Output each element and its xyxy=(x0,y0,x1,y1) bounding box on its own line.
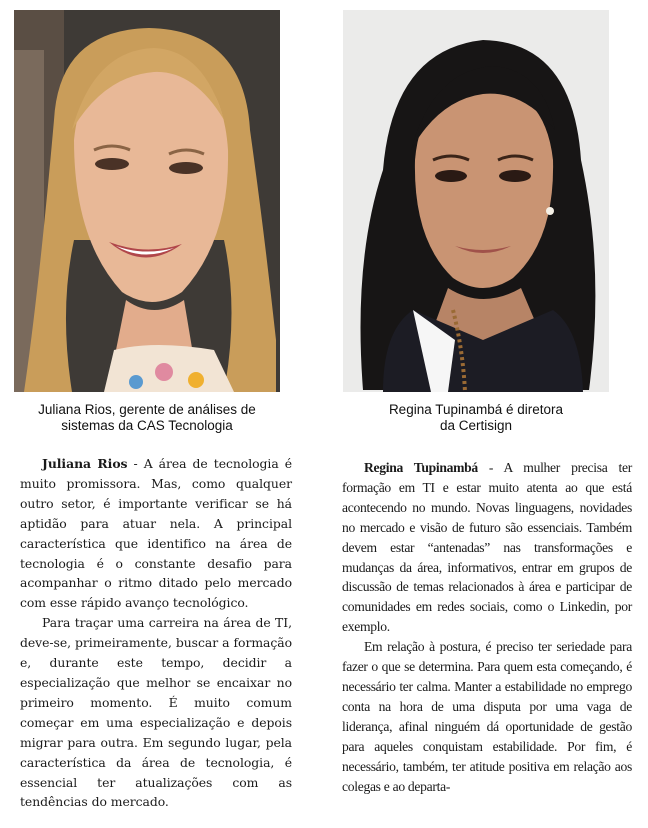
portrait-image xyxy=(14,10,280,392)
paragraph-text: - A área de tecnologia é muito promissora. Mas, como qualquer outro setor, é importante verificar se há aptidão para atuar nela. A principal característica que identifico na área de tecnologia é o constante desafio para acompanhar o ritmo ditado pelo mercado com esse rápido avanço tecnológico. xyxy=(20,456,293,611)
caption-line-2: sistemas da CAS Tecnologia xyxy=(61,418,233,433)
paragraph-text: - A mulher precisa ter formação em TI e estar muito atenta ao que está acontecendo no mundo. Novas linguagens, novidades no mercado e visão de futuro são essenciais. Também devem estar “antenadas” nas transformações e mudanças da área, informativos, entrar em grupos de discussão de temas relacionados à área e participar de comunidades em redes sociais, como o Linkedin, por exemplo. xyxy=(342,460,632,635)
photo-juliana-rios xyxy=(14,10,280,392)
article-column-right xyxy=(342,458,632,796)
paragraph-1 xyxy=(342,458,632,637)
caption-line-2: da Certisign xyxy=(439,418,513,433)
caption-line-1: Regina Tupinambá é diretora xyxy=(388,402,564,417)
paragraph-2: Em relação à postura, é preciso ter seriedade para fazer o que se determina. Para quem esta começando, é necessário ter calma. Manter a estabilidade no emprego conta na hora de uma disputa por uma vaga de liderança, afinal ninguém dá oportunidade de gestão para aqueles conquistam estabilidade. Por fim, é necessário, também, ter atitude positiva em relação aos colegas e ao departa- xyxy=(342,639,632,794)
caption-juliana-rios xyxy=(14,402,280,434)
caption-line-1: Juliana Rios, gerente de análises de xyxy=(38,402,256,417)
photo-regina-tupinamba xyxy=(343,10,609,392)
article-column-left xyxy=(20,454,292,812)
paragraph-1 xyxy=(20,454,292,613)
caption-regina-tupinamba xyxy=(343,402,609,434)
paragraph-2: Para traçar uma carreira na área de TI, deve-se, primeiramente, buscar a formação e, durante este tempo, decidir a especialização que melhor se encaixar no primeiro momento. É muito comum começar em uma especialização e depois migrar para outra. Em segundo lugar, pela característica da área de tecnologia, é essencial ter atualizações com as tendências do mercado. xyxy=(20,615,292,810)
speaker-name: Regina Tupinambá xyxy=(364,460,478,475)
portrait-image xyxy=(343,10,609,392)
speaker-name: Juliana Rios xyxy=(42,456,128,471)
